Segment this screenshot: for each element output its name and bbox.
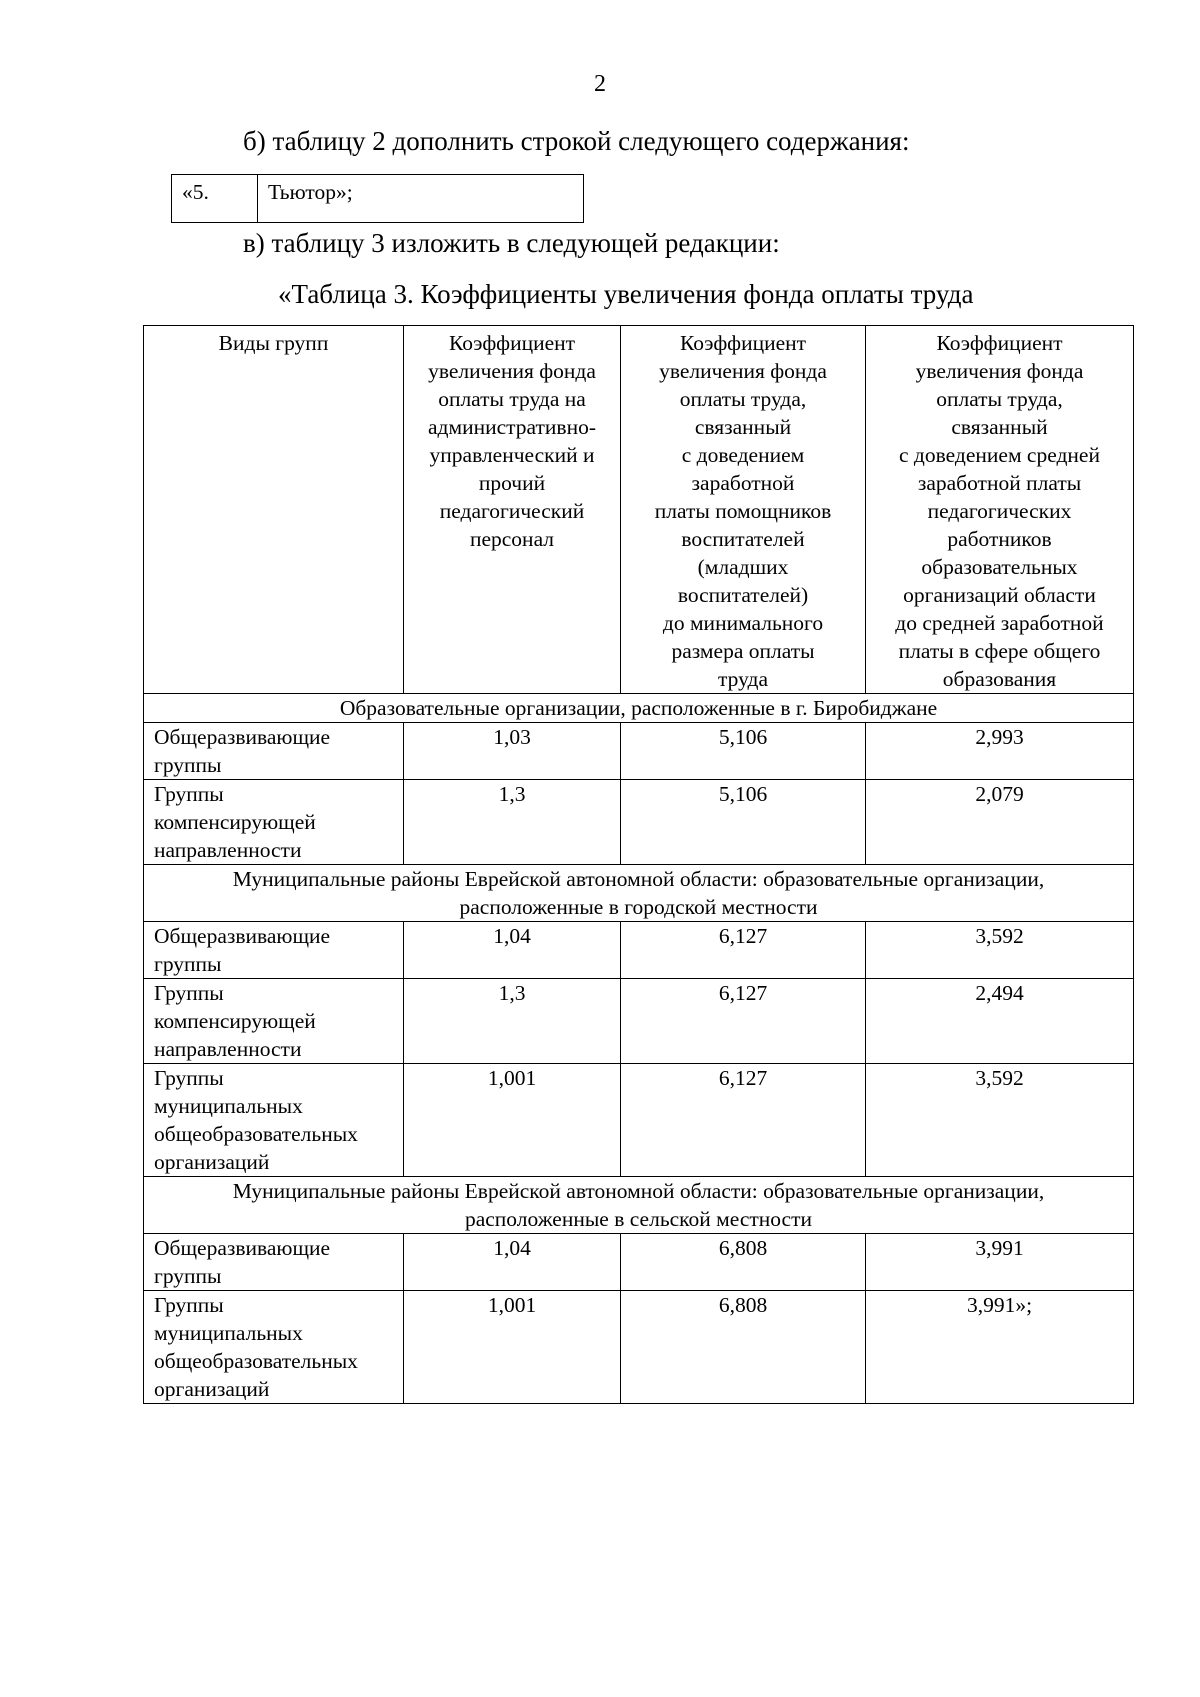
section-row (144, 694, 1134, 723)
table-row (172, 175, 584, 223)
row-number-cell: «5. (172, 175, 258, 223)
coefficient-1-cell: 1,3 (404, 979, 621, 1064)
coefficient-1-cell: 1,001 (404, 1064, 621, 1177)
section-title: Муниципальные районы Еврейской автономной области: образовательные организации, расположенные в сельской местности (144, 1177, 1134, 1234)
section-title: Муниципальные районы Еврейской автономной области: образовательные организации, расположенные в городской местности (144, 865, 1134, 922)
section-row (144, 865, 1134, 922)
section-row (144, 1177, 1134, 1234)
coefficient-2-cell: 5,106 (621, 780, 866, 865)
group-name-cell: Группы компенсирующей направленности (144, 979, 404, 1064)
group-name-cell: Общеразвивающие группы (144, 922, 404, 979)
coefficient-1-cell: 1,001 (404, 1291, 621, 1404)
coefficient-2-cell: 6,808 (621, 1291, 866, 1404)
group-name-cell: Группы компенсирующей направленности (144, 780, 404, 865)
page-number: 2 (594, 71, 606, 97)
coefficient-1-cell: 1,04 (404, 922, 621, 979)
paragraph-b: б) таблицу 2 дополнить строкой следующего содержания: (243, 126, 910, 156)
paragraph-v: в) таблицу 3 изложить в следующей редакции: (243, 228, 780, 258)
coefficient-3-cell: 3,592 (866, 1064, 1134, 1177)
header-coefficient-2: Коэффициент увеличения фонда оплаты труда, связанный с доведением заработной платы помощников воспитателей (младших воспитателей) до минимального размера оплаты труда (621, 326, 866, 694)
header-row (144, 326, 1134, 694)
header-coefficient-3: Коэффициент увеличения фонда оплаты труда, связанный с доведением средней заработной платы педагогических работников образовательных организаций области до средней заработной платы в сфере общего образования (866, 326, 1134, 694)
coefficient-3-cell: 2,079 (866, 780, 1134, 865)
coefficient-1-cell: 1,03 (404, 723, 621, 780)
coefficient-3-cell: 2,494 (866, 979, 1134, 1064)
group-name-cell: Группы муниципальных общеобразовательных организаций (144, 1291, 404, 1404)
coefficient-2-cell: 6,127 (621, 1064, 866, 1177)
coefficients-table (143, 325, 1134, 1404)
coefficient-3-cell: 3,991»; (866, 1291, 1134, 1404)
table-row (144, 723, 1134, 780)
group-name-cell: Общеразвивающие группы (144, 723, 404, 780)
coefficient-3-cell: 3,991 (866, 1234, 1134, 1291)
coefficient-1-cell: 1,3 (404, 780, 621, 865)
table-2-addition (171, 174, 584, 223)
header-coefficient-1: Коэффициент увеличения фонда оплаты труда на административно- управленческий и прочий педагогический персонал (404, 326, 621, 694)
table-row (144, 1291, 1134, 1404)
coefficient-1-cell: 1,04 (404, 1234, 621, 1291)
table-title: «Таблица 3. Коэффициенты увеличения фонда оплаты труда (278, 279, 974, 309)
coefficient-2-cell: 5,106 (621, 723, 866, 780)
coefficient-2-cell: 6,127 (621, 922, 866, 979)
table-row (144, 1064, 1134, 1177)
coefficient-2-cell: 6,808 (621, 1234, 866, 1291)
table-row (144, 1234, 1134, 1291)
table-row (144, 780, 1134, 865)
coefficient-3-cell: 2,993 (866, 723, 1134, 780)
group-name-cell: Общеразвивающие группы (144, 1234, 404, 1291)
table-row (144, 922, 1134, 979)
group-name-cell: Группы муниципальных общеобразовательных организаций (144, 1064, 404, 1177)
coefficient-2-cell: 6,127 (621, 979, 866, 1064)
table-row (144, 979, 1134, 1064)
row-text-cell: Тьютор»; (258, 175, 584, 223)
section-title: Образовательные организации, расположенные в г. Биробиджане (144, 694, 1134, 723)
header-group-type: Виды групп (144, 326, 404, 694)
coefficient-3-cell: 3,592 (866, 922, 1134, 979)
